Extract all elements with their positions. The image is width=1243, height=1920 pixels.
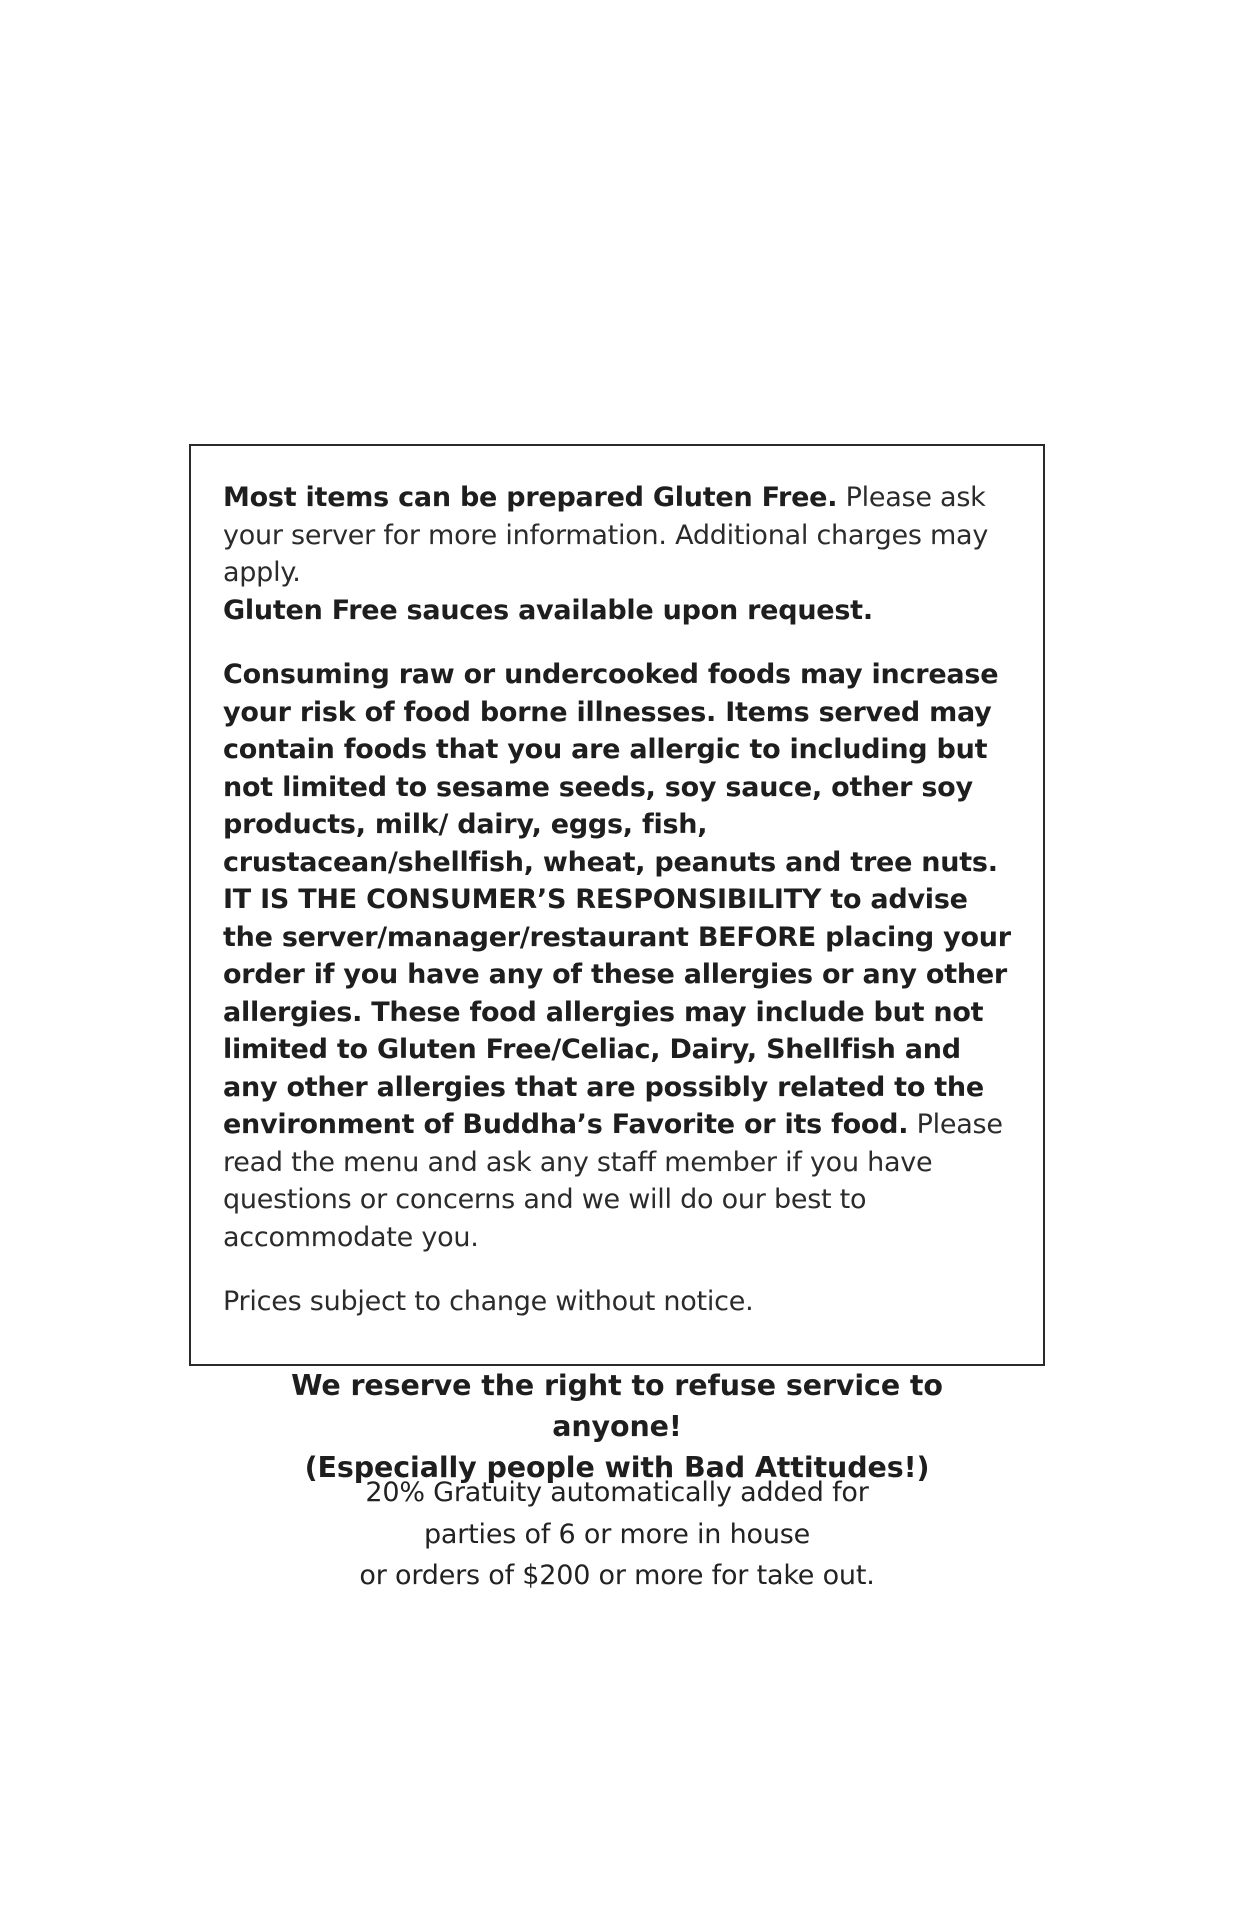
gratuity-notice bbox=[189, 1472, 1045, 1597]
allergy-advice: Please read the menu and ask any staff member if you have questions or concerns and we will do our best to accommodate you. bbox=[223, 1109, 1003, 1253]
gratuity-line-3: or orders of $200 or more for take out. bbox=[359, 1560, 875, 1591]
gratuity-line-1: 20% Gratuity automatically added for bbox=[365, 1477, 869, 1508]
allergy-warning: Consuming raw or undercooked foods may increase your risk of food borne illnesses. Items served may contain foods that you are allergic to including but not limited to sesame seeds, soy sauce, other soy products, milk/ dairy, eggs, fish, crustacean/shellfish, wheat, peanuts and tree nuts. IT IS THE CONSUMER’S RESPONSIBILITY to advise the server/manager/restaurant BEFORE placing your order if you have any of these allergies or any other allergies. These food allergies may include but not limited to Gluten Free/Celiac, Dairy, Shellfish and any other allergies that are possibly related to the environment of Buddha’s Favorite or its food. bbox=[223, 659, 1011, 1140]
allergy-paragraph bbox=[223, 656, 1011, 1256]
gratuity-line-2: parties of 6 or more in house bbox=[423, 1518, 811, 1550]
prices-notice: Prices subject to change without notice. bbox=[223, 1286, 754, 1317]
reserve-right-notice bbox=[223, 1365, 1011, 1488]
reserve-line-1: We reserve the right to refuse service to anyone! bbox=[291, 1368, 943, 1443]
gluten-free-heading: Most items can be prepared Gluten Free. bbox=[223, 482, 838, 513]
reserve-line-2: (Especially people with Bad Attitudes!) bbox=[304, 1450, 930, 1484]
policy-notice-box bbox=[189, 444, 1045, 1484]
gluten-free-sauces: Gluten Free sauces available upon request. bbox=[223, 594, 873, 626]
gluten-free-paragraph bbox=[223, 479, 1011, 629]
gluten-free-details: Please ask your server for more information. Additional charges may apply. bbox=[223, 482, 989, 588]
